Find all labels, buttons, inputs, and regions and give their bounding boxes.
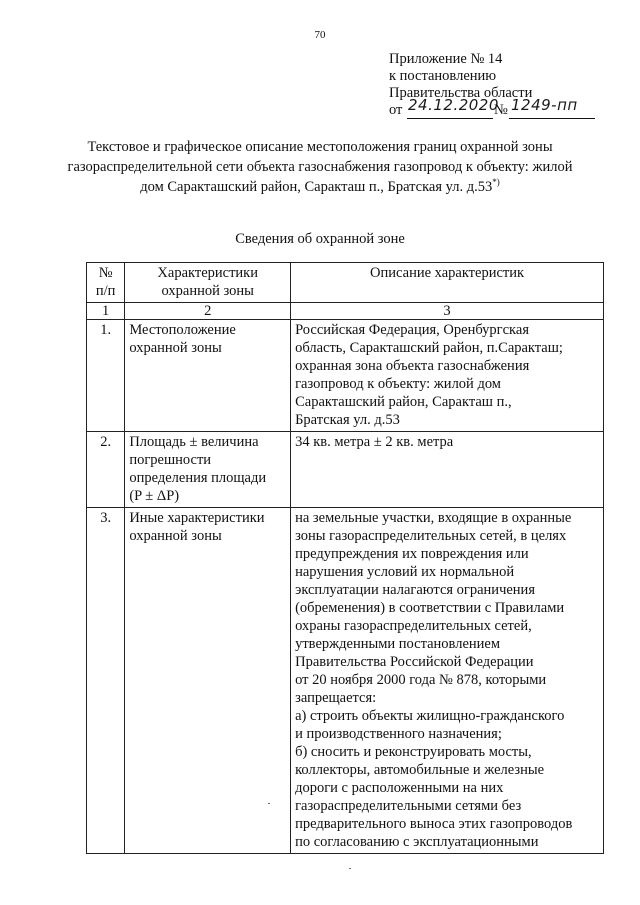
table-row (87, 508, 604, 854)
row-description: 34 кв. метра ± 2 кв. метра (291, 432, 604, 508)
table-row (87, 320, 604, 432)
row-description: Российская Федерация, Оренбургская область, Саракташский район, п.Саракташ; охранная зона объекта газоснабжения газопровод к объекту: жилой дом Саракташский район, Саракташ п., Братская ул. д.53 (291, 320, 604, 432)
table-header-row (87, 263, 604, 303)
appendix-line-1: Приложение № 14 (389, 51, 503, 67)
row-characteristic: Площадь ± величина погрешности определения площади (P ± ΔP) (125, 432, 291, 508)
appendix-date-line (389, 96, 578, 119)
scan-speck (268, 803, 270, 804)
number-label: № (494, 102, 508, 118)
handwritten-number: 1249-пп (511, 96, 578, 114)
handwritten-date: 24.12.2020 (408, 96, 499, 114)
appendix-line-2: к постановлению (389, 68, 497, 84)
row-number: 3. (87, 508, 125, 854)
header-description: Описание характеристик (291, 263, 604, 303)
appendix-block (389, 51, 578, 119)
appendix-line-3: Правительства области (389, 85, 533, 101)
page-number: 70 (314, 29, 326, 41)
column-number: 1 (87, 303, 125, 320)
protection-zone-table (86, 262, 604, 854)
column-number-row (87, 303, 604, 320)
footnote-mark: *) (492, 177, 500, 188)
header-characteristic: Характеристики охранной зоны (125, 263, 291, 303)
date-underline (407, 118, 493, 119)
row-number: 1. (87, 320, 125, 432)
scan-speck (349, 868, 351, 869)
table-row (87, 432, 604, 508)
date-prefix: от (389, 102, 403, 118)
column-number: 3 (291, 303, 604, 320)
number-underline (509, 118, 595, 119)
column-number: 2 (125, 303, 291, 320)
section-subtitle: Сведения об охранной зоне (235, 231, 405, 247)
header-number: № п/п (87, 263, 125, 303)
row-characteristic: Местоположение охранной зоны (125, 320, 291, 432)
row-description: на земельные участки, входящие в охранные зоны газораспределительных сетей, в целях предупреждения их повреждения или нарушения условий их нормальной эксплуатации налагаются ограничения (обременения) в соответствии с Правилами охраны газораспределительных сетей, утвержденными постановлением Правительства Российской Федерации от 20 ноября 2000 года № 878, которыми запрещается: а) строить объекты жилищно-гражданского и производственного назначения; б) сносить и реконструировать мосты, коллекторы, автомобильные и железные дороги с расположенными на них газораспределительными сетями без предварительного выноса этих газопроводов по согласованию с эксплуатационными (291, 508, 604, 854)
row-number: 2. (87, 432, 125, 508)
document-title-text: Текстовое и графическое описание местоположения границ охранной зоны газораспределительной сети объекта газоснабжения газопровод к объекту: жилой дом Саракташский район, Саракташ п., Братская ул. д.53 (67, 139, 573, 195)
document-title (60, 137, 580, 197)
row-characteristic: Иные характеристики охранной зоны (125, 508, 291, 854)
